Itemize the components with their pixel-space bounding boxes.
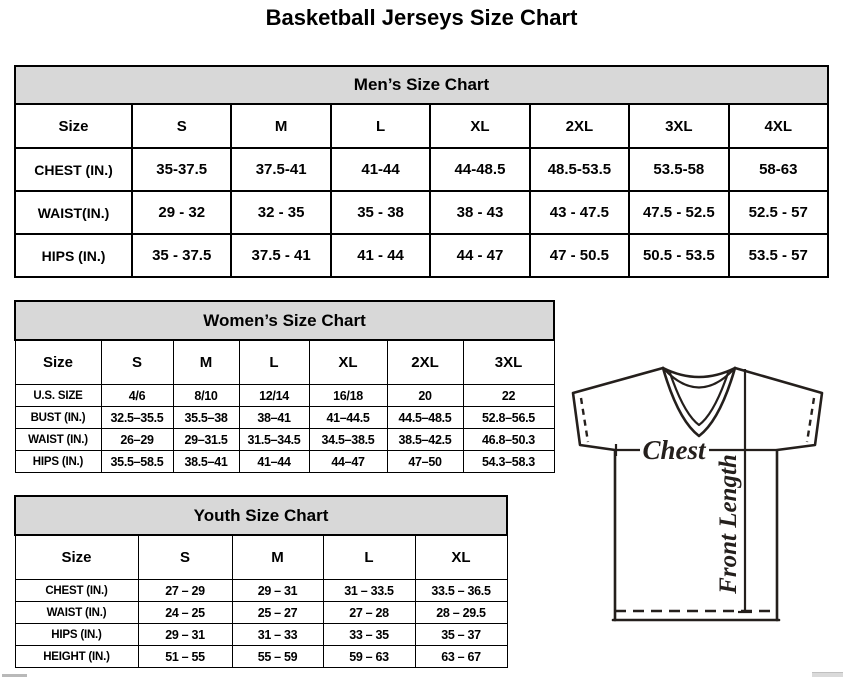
column-header-2xl: 2XL	[530, 104, 629, 148]
size-cell: 35.5–58.5	[101, 451, 173, 473]
womens-column-header-row	[15, 340, 554, 385]
size-cell: 52.8–56.5	[463, 407, 554, 429]
size-cell: 38.5–41	[173, 451, 239, 473]
size-cell: 32.5–35.5	[101, 407, 173, 429]
mens-size-table	[14, 65, 829, 278]
row-label: HIPS (IN.)	[15, 624, 138, 646]
womens-table-title: Women’s Size Chart	[15, 301, 554, 340]
size-cell: 47.5 - 52.5	[629, 191, 728, 234]
size-cell: 46.8–50.3	[463, 429, 554, 451]
size-cell: 53.5-58	[629, 148, 728, 191]
row-label: HEIGHT (IN.)	[15, 646, 138, 668]
table-row-height	[15, 646, 507, 668]
row-label: WAIST (IN.)	[15, 429, 101, 451]
size-cell: 29 – 31	[232, 580, 323, 602]
table-row-us-size	[15, 385, 554, 407]
table-row-chest	[15, 148, 828, 191]
row-label: WAIST(IN.)	[15, 191, 132, 234]
horizontal-scrollbar-fragment-left[interactable]	[2, 674, 27, 677]
youth-table-title-row	[15, 496, 507, 535]
size-cell: 51 – 55	[138, 646, 232, 668]
size-cell: 35-37.5	[132, 148, 231, 191]
size-cell: 50.5 - 53.5	[629, 234, 728, 277]
size-cell: 63 – 67	[415, 646, 507, 668]
size-cell: 47 - 50.5	[530, 234, 629, 277]
front-length-label: Front Length	[715, 454, 742, 594]
size-cell: 31 – 33	[232, 624, 323, 646]
row-label: WAIST (IN.)	[15, 602, 138, 624]
column-header-size: Size	[15, 340, 101, 385]
size-cell: 25 – 27	[232, 602, 323, 624]
size-cell: 35 – 37	[415, 624, 507, 646]
size-cell: 38 - 43	[430, 191, 529, 234]
horizontal-scrollbar-fragment-right[interactable]	[812, 672, 843, 677]
youth-column-header-row	[15, 535, 507, 580]
column-header-2xl: 2XL	[387, 340, 463, 385]
column-header-size: Size	[15, 104, 132, 148]
table-row-hips	[15, 234, 828, 277]
size-cell: 44 - 47	[430, 234, 529, 277]
table-row-chest	[15, 580, 507, 602]
size-cell: 4/6	[101, 385, 173, 407]
row-label: HIPS (IN.)	[15, 451, 101, 473]
column-header-xl: XL	[430, 104, 529, 148]
size-cell: 37.5-41	[231, 148, 330, 191]
row-label: CHEST (IN.)	[15, 580, 138, 602]
row-label: CHEST (IN.)	[15, 148, 132, 191]
size-cell: 28 – 29.5	[415, 602, 507, 624]
column-header-xl: XL	[415, 535, 507, 580]
size-cell: 33.5 – 36.5	[415, 580, 507, 602]
size-cell: 43 - 47.5	[530, 191, 629, 234]
column-header-m: M	[232, 535, 323, 580]
row-label: HIPS (IN.)	[15, 234, 132, 277]
size-cell: 58-63	[729, 148, 828, 191]
row-label: U.S. SIZE	[15, 385, 101, 407]
size-cell: 12/14	[239, 385, 309, 407]
column-header-3xl: 3XL	[463, 340, 554, 385]
size-cell: 29 - 32	[132, 191, 231, 234]
mens-column-header-row	[15, 104, 828, 148]
size-cell: 41-44	[331, 148, 430, 191]
size-cell: 31.5–34.5	[239, 429, 309, 451]
column-header-s: S	[132, 104, 231, 148]
size-cell: 32 - 35	[231, 191, 330, 234]
column-header-3xl: 3XL	[629, 104, 728, 148]
size-cell: 38.5–42.5	[387, 429, 463, 451]
jersey-outline	[573, 368, 822, 620]
table-row-waist	[15, 429, 554, 451]
column-header-4xl: 4XL	[729, 104, 828, 148]
table-row-bust	[15, 407, 554, 429]
column-header-s: S	[101, 340, 173, 385]
size-cell: 55 – 59	[232, 646, 323, 668]
column-header-l: L	[239, 340, 309, 385]
size-cell: 34.5–38.5	[309, 429, 387, 451]
size-cell: 20	[387, 385, 463, 407]
row-label: BUST (IN.)	[15, 407, 101, 429]
size-cell: 24 – 25	[138, 602, 232, 624]
size-cell: 41 - 44	[331, 234, 430, 277]
womens-table-title-row	[15, 301, 554, 340]
size-cell: 8/10	[173, 385, 239, 407]
size-cell: 48.5-53.5	[530, 148, 629, 191]
mens-table-title: Men’s Size Chart	[15, 66, 828, 104]
size-cell: 35.5–38	[173, 407, 239, 429]
womens-size-table	[14, 300, 555, 473]
size-cell: 53.5 - 57	[729, 234, 828, 277]
size-cell: 52.5 - 57	[729, 191, 828, 234]
column-header-size: Size	[15, 535, 138, 580]
size-cell: 44.5–48.5	[387, 407, 463, 429]
table-row-hips	[15, 451, 554, 473]
size-cell: 29–31.5	[173, 429, 239, 451]
size-cell: 59 – 63	[323, 646, 415, 668]
size-cell: 35 - 38	[331, 191, 430, 234]
size-cell: 35 - 37.5	[132, 234, 231, 277]
column-header-l: L	[331, 104, 430, 148]
size-cell: 29 – 31	[138, 624, 232, 646]
column-header-m: M	[231, 104, 330, 148]
size-cell: 31 – 33.5	[323, 580, 415, 602]
table-row-waist	[15, 191, 828, 234]
size-cell: 16/18	[309, 385, 387, 407]
youth-table-title: Youth Size Chart	[15, 496, 507, 535]
column-header-m: M	[173, 340, 239, 385]
size-cell: 38–41	[239, 407, 309, 429]
size-cell: 37.5 - 41	[231, 234, 330, 277]
size-cell: 27 – 29	[138, 580, 232, 602]
size-cell: 54.3–58.3	[463, 451, 554, 473]
size-cell: 44–47	[309, 451, 387, 473]
size-cell: 47–50	[387, 451, 463, 473]
size-cell: 22	[463, 385, 554, 407]
youth-size-table	[14, 495, 508, 668]
size-cell: 44-48.5	[430, 148, 529, 191]
mens-table-title-row	[15, 66, 828, 104]
column-header-s: S	[138, 535, 232, 580]
size-cell: 41–44	[239, 451, 309, 473]
page-title: Basketball Jerseys Size Chart	[265, 5, 578, 30]
column-header-xl: XL	[309, 340, 387, 385]
table-row-waist	[15, 602, 507, 624]
size-cell: 33 – 35	[323, 624, 415, 646]
size-cell: 27 – 28	[323, 602, 415, 624]
size-cell: 26–29	[101, 429, 173, 451]
size-cell: 41–44.5	[309, 407, 387, 429]
table-row-hips	[15, 624, 507, 646]
chest-label: Chest	[642, 435, 706, 465]
column-header-l: L	[323, 535, 415, 580]
jersey-diagram	[560, 362, 838, 628]
